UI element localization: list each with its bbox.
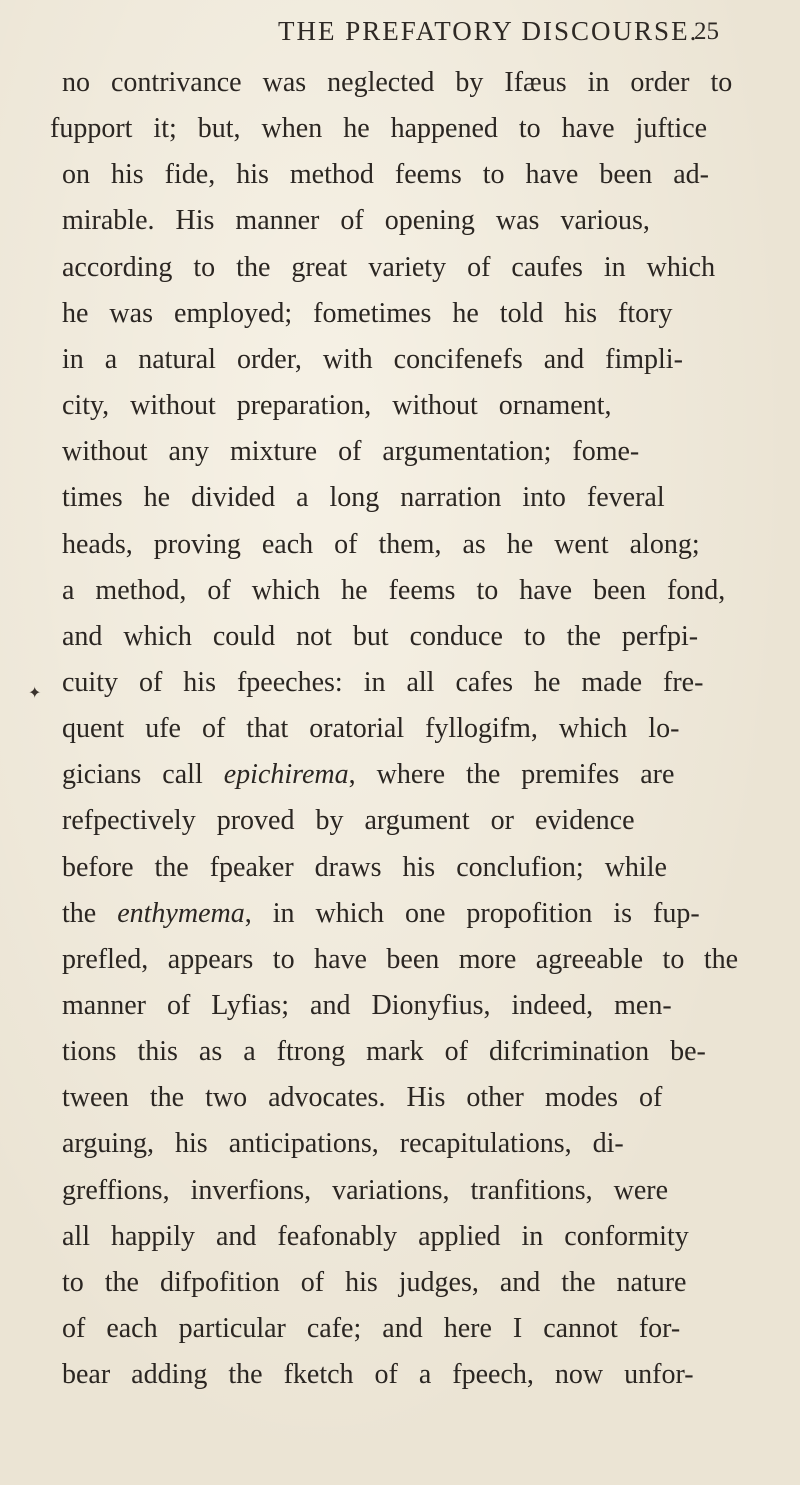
text-line bbox=[62, 1306, 680, 1352]
text-line bbox=[62, 1075, 662, 1121]
text-segment: tions this as a ftrong mark of difcrimination be- bbox=[62, 1036, 706, 1067]
text-line bbox=[62, 245, 715, 291]
italic-term: enthymema bbox=[117, 898, 245, 929]
margin-ink-mark: ✦ bbox=[28, 683, 42, 702]
text-line bbox=[50, 106, 707, 152]
text-line bbox=[62, 1214, 689, 1260]
text-line bbox=[62, 798, 635, 844]
text-segment: to the difpofition of his judges, and the nature bbox=[62, 1267, 687, 1298]
text-segment: , in which one propofition is fup- bbox=[244, 898, 700, 929]
text-segment: greffions, inverfions, variations, tranfitions, were bbox=[62, 1175, 669, 1206]
text-segment: and which could not but conduce to the perfpi- bbox=[62, 621, 699, 652]
running-head bbox=[0, 16, 800, 56]
page-number: 25 bbox=[694, 18, 719, 45]
text-segment: fupport it; but, when he happened to have juftice bbox=[50, 113, 708, 144]
text-segment: in a natural order, with concifenefs and fimpli- bbox=[62, 344, 683, 375]
text-segment: the bbox=[62, 898, 118, 929]
text-segment: cuity of his fpeeches: in all cafes he made fre- bbox=[62, 667, 704, 698]
text-line bbox=[62, 891, 700, 937]
text-line bbox=[62, 1352, 694, 1398]
text-line bbox=[62, 337, 683, 383]
text-line bbox=[62, 983, 672, 1029]
text-line bbox=[62, 1029, 706, 1075]
text-segment: arguing, his anticipations, recapitulations, di- bbox=[62, 1128, 624, 1159]
text-segment: times he divided a long narration into feveral bbox=[62, 482, 665, 513]
text-line bbox=[62, 522, 700, 568]
text-line bbox=[62, 1121, 624, 1167]
running-head-title: THE PREFATORY DISCOURSE. bbox=[278, 16, 699, 46]
text-line bbox=[62, 198, 650, 244]
text-line bbox=[62, 660, 703, 706]
text-line bbox=[62, 1260, 686, 1306]
text-line bbox=[62, 937, 738, 983]
text-segment: no contrivance was neglected by Ifæus in order to bbox=[62, 67, 733, 98]
text-line bbox=[62, 614, 698, 660]
text-segment: a method, of which he feems to have been fond, bbox=[62, 575, 726, 606]
text-line bbox=[62, 752, 674, 798]
text-segment: according to the great variety of caufes in which bbox=[62, 252, 716, 283]
text-line bbox=[62, 706, 679, 752]
text-segment: mirable. His manner of opening was various, bbox=[62, 205, 650, 236]
text-segment: city, without preparation, without ornament, bbox=[62, 390, 612, 421]
text-segment: , where the premifes are bbox=[348, 759, 675, 790]
text-segment: without any mixture of argumentation; fome- bbox=[62, 436, 640, 467]
text-line bbox=[62, 1168, 668, 1214]
text-segment: prefled, appears to have been more agreeable to the bbox=[62, 944, 739, 975]
text-segment: all happily and feafonably applied in conformity bbox=[62, 1221, 689, 1252]
text-segment: on his fide, his method feems to have been ad- bbox=[62, 159, 709, 190]
italic-term: epichirema bbox=[223, 759, 349, 790]
text-segment: before the fpeaker draws his conclufion; while bbox=[62, 852, 667, 883]
text-segment: tween the two advocates. His other modes of bbox=[62, 1082, 663, 1113]
text-segment: of each particular cafe; and here I cannot for- bbox=[62, 1313, 681, 1344]
text-segment: he was employed; fometimes he told his ftory bbox=[62, 298, 673, 329]
text-line bbox=[62, 383, 612, 429]
text-segment: quent ufe of that oratorial fyllogifm, which lo- bbox=[62, 713, 680, 744]
text-segment: heads, proving each of them, as he went along; bbox=[62, 529, 700, 560]
text-segment: gicians call bbox=[62, 759, 224, 790]
text-line bbox=[62, 152, 709, 198]
text-segment: bear adding the fketch of a fpeech, now unfor- bbox=[62, 1359, 694, 1390]
text-line bbox=[62, 475, 665, 521]
text-line bbox=[62, 429, 639, 475]
text-line bbox=[62, 568, 725, 614]
text-segment: manner of Lyfias; and Dionyfius, indeed, men- bbox=[62, 990, 672, 1021]
text-line bbox=[62, 60, 732, 106]
text-line bbox=[62, 845, 667, 891]
text-segment: refpectively proved by argument or evidence bbox=[62, 805, 635, 836]
text-line bbox=[62, 291, 672, 337]
